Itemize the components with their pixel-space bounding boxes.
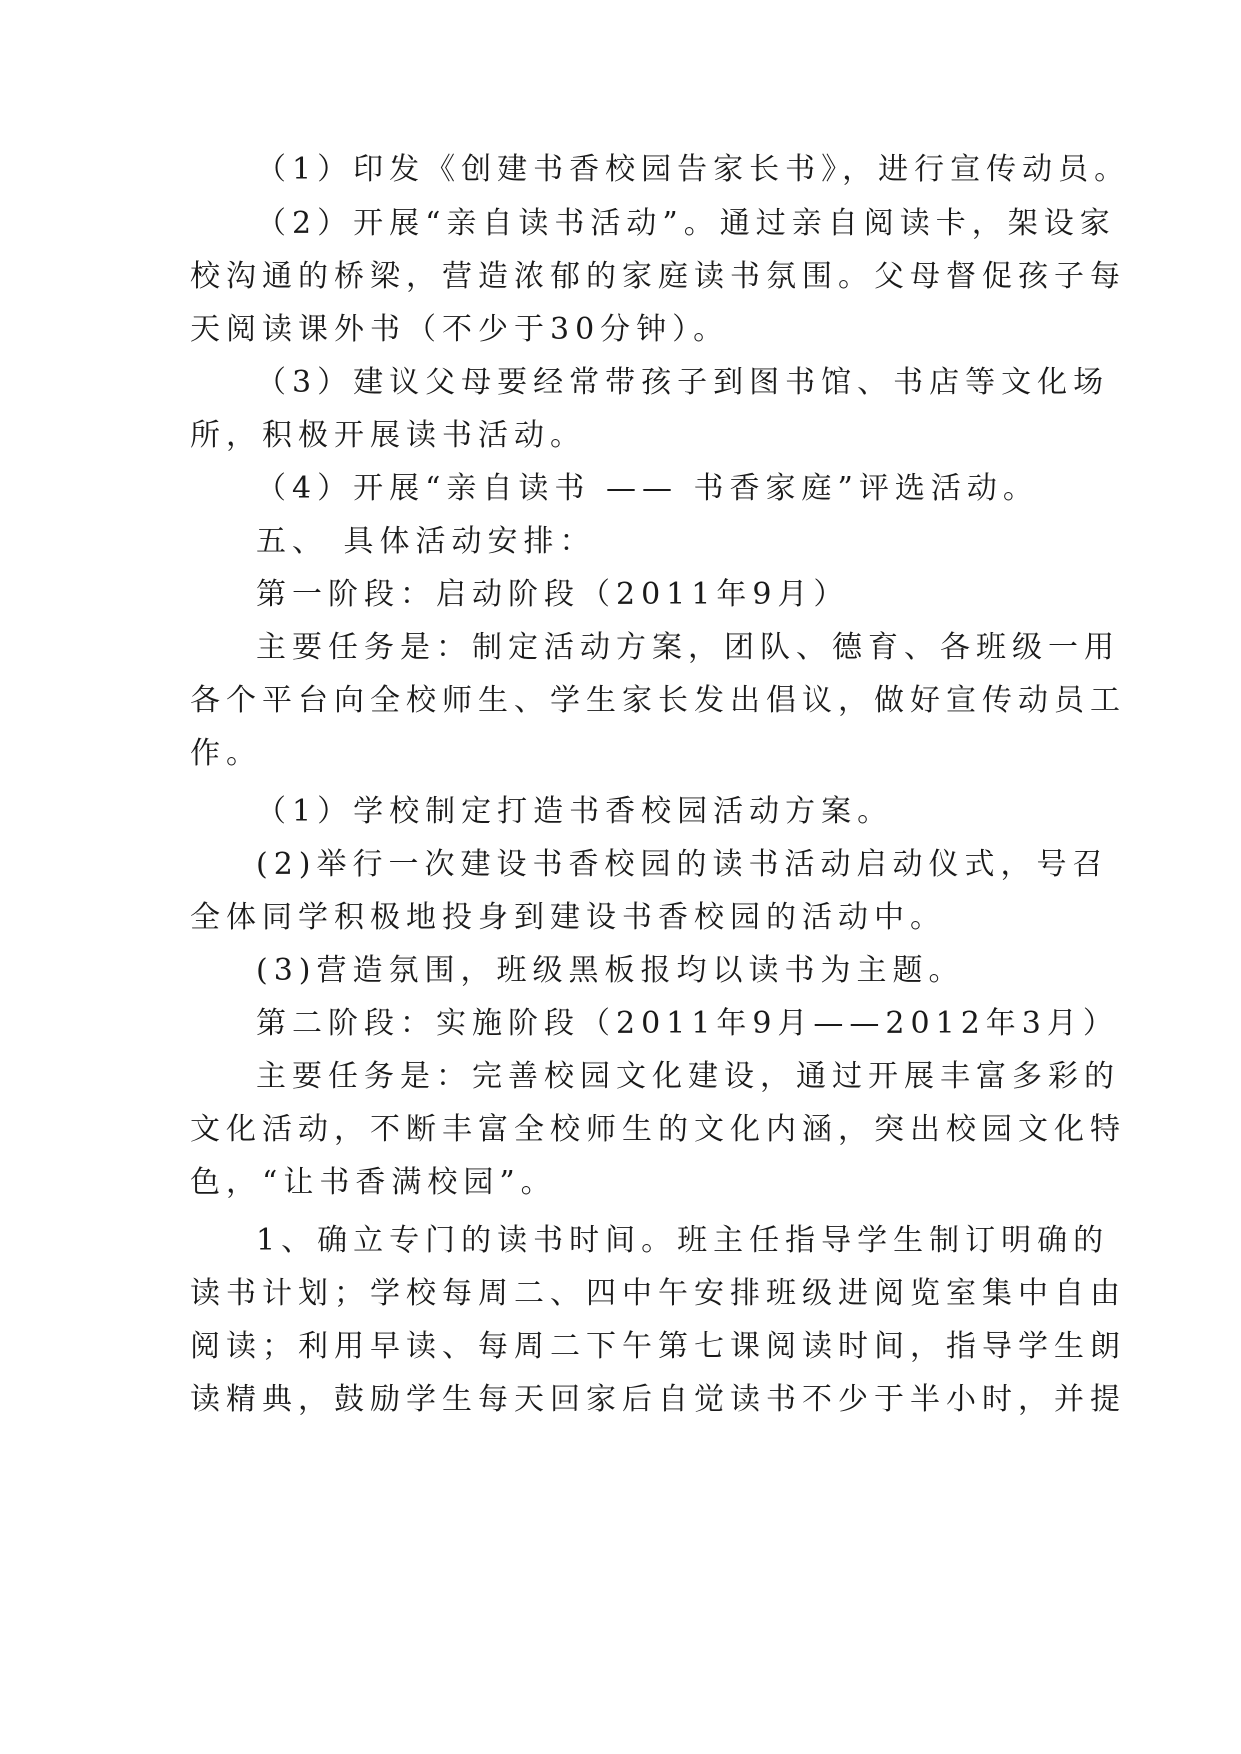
text-line: 1、确立专门的读书时间。班主任指导学生制订明确的 bbox=[256, 1223, 1110, 1258]
text-line: 色，“让书香满校园”。 bbox=[190, 1165, 557, 1200]
text-line: （2）开展“亲自读书活动”。通过亲自阅读卡，架设家 bbox=[256, 206, 1116, 241]
text-line: 阅读；利用早读、每周二下午第七课阅读时间，指导学生朗 bbox=[190, 1329, 1126, 1364]
text-line: 各个平台向全校师生、学生家长发出倡议，做好宣传动员工 bbox=[190, 683, 1126, 718]
text-line: (3)营造氛围，班级黑板报均以读书为主题。 bbox=[256, 953, 965, 988]
text-line: 全体同学积极地投身到建设书香校园的活动中。 bbox=[190, 900, 946, 935]
text-line: （1）学校制定打造书香校园活动方案。 bbox=[256, 794, 894, 829]
text-line: 主要任务是：制定活动方案，团队、德育、各班级一用 bbox=[256, 630, 1120, 665]
text-line: 作。 bbox=[190, 736, 262, 771]
text-line: 所，积极开展读书活动。 bbox=[190, 418, 586, 453]
text-line: 文化活动，不断丰富全校师生的文化内涵，突出校园文化特 bbox=[190, 1112, 1126, 1147]
text-line: (2)举行一次建设书香校园的读书活动启动仪式，号召 bbox=[256, 847, 1109, 882]
text-line: 校沟通的桥梁，营造浓郁的家庭读书氛围。父母督促孩子每 bbox=[190, 259, 1126, 294]
text-line: （4）开展“亲自读书 —— 书香家庭”评选活动。 bbox=[256, 471, 1039, 506]
text-line: 读精典，鼓励学生每天回家后自觉读书不少于半小时，并提 bbox=[190, 1382, 1126, 1417]
phase-heading: 第一阶段：启动阶段（2011年9月） bbox=[256, 577, 850, 612]
text-line: 天阅读课外书（不少于30分钟）。 bbox=[190, 312, 730, 347]
text-line: 读书计划；学校每周二、四中午安排班级进阅览室集中自由 bbox=[190, 1276, 1126, 1311]
text-line: 主要任务是：完善校园文化建设，通过开展丰富多彩的 bbox=[256, 1059, 1120, 1094]
text-line: （3）建议父母要经常带孩子到图书馆、书店等文化场 bbox=[256, 365, 1110, 400]
phase-heading: 第二阶段：实施阶段（2011年9月——2012年3月） bbox=[256, 1006, 1119, 1041]
text-line: （1）印发《创建书香校园告家长书》，进行宣传动员。 bbox=[256, 152, 1131, 187]
section-heading: 五、 具体活动安排： bbox=[256, 524, 596, 559]
